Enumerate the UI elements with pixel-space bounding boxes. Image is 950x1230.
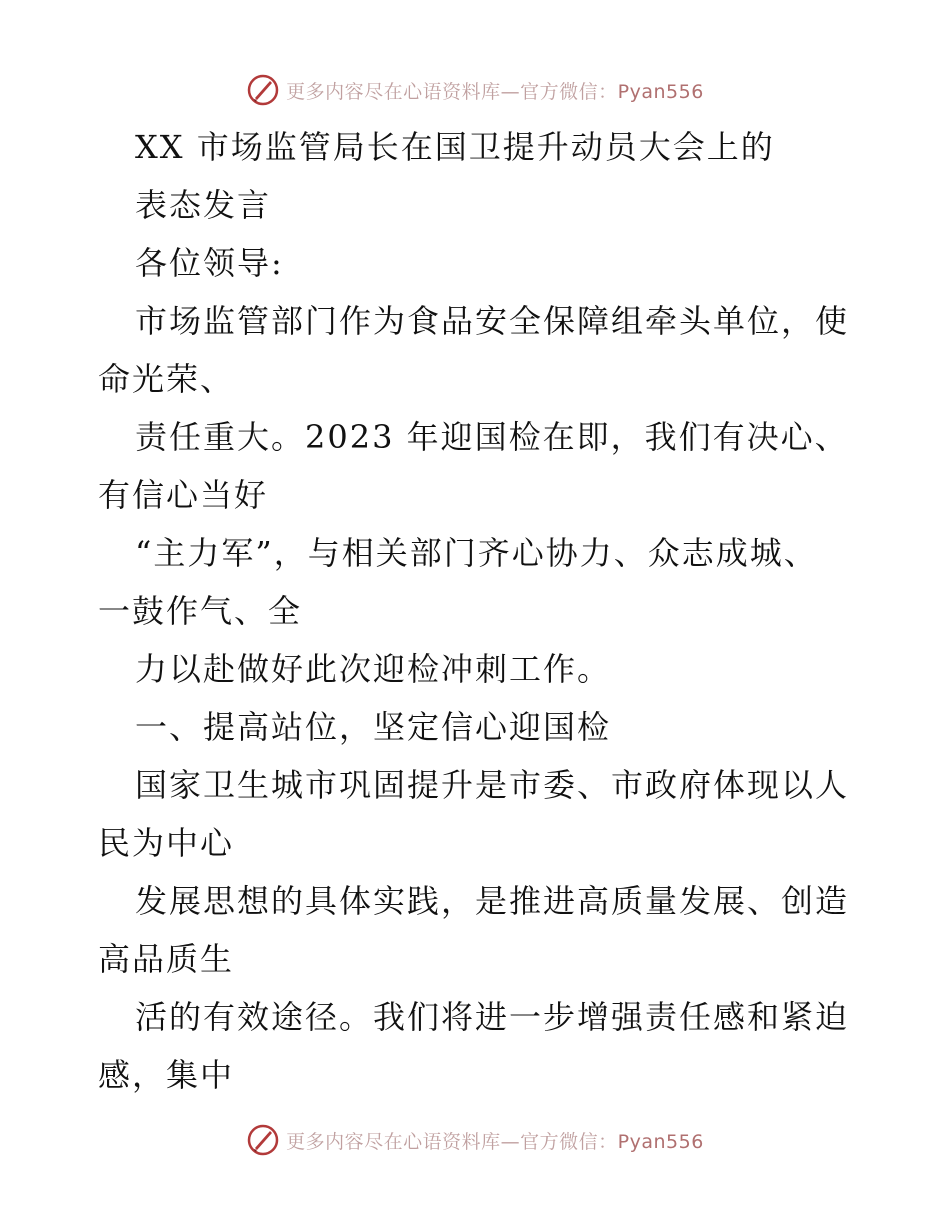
quill-logo-icon	[246, 73, 280, 107]
text-line: 一鼓作气、全	[98, 592, 303, 630]
text-line: “主力军”，与相关部门齐心协力、众志成城、	[135, 534, 818, 572]
text-line: 民为中心	[98, 824, 235, 862]
text-line: 发展思想的具体实践，是推进高质量发展、创造	[135, 882, 850, 920]
text-line: 各位领导:	[135, 244, 284, 282]
text-line: 一、提高站位，坚定信心迎国检	[135, 708, 612, 746]
document-body	[98, 118, 858, 1104]
text-line: 有信心当好	[98, 476, 269, 514]
text-line: XX 市场监管局长在国卫提升动员大会上的	[135, 128, 775, 166]
text-line: 市场监管部门作为食品安全保障组牵头单位，使	[135, 302, 850, 340]
banner-text: 更多内容尽在心语资料库—官方微信：Pyan556	[286, 80, 704, 103]
banner-text: 更多内容尽在心语资料库—官方微信：Pyan556	[286, 1130, 704, 1153]
text-line: 国家卫生城市巩固提升是市委、市政府体现以人	[135, 766, 850, 804]
footer-banner	[0, 1120, 950, 1160]
text-line: 力以赴做好此次迎检冲刺工作。	[135, 650, 612, 688]
text-line: 活的有效途径。我们将进一步增强责任感和紧迫	[135, 998, 850, 1036]
text-line: 命光荣、	[98, 360, 235, 398]
header-banner	[0, 70, 950, 110]
text-line: 责任重大。2023 年迎国检在即，我们有决心、	[135, 418, 849, 456]
text-line: 感，集中	[98, 1056, 235, 1094]
text-line: 表态发言	[135, 186, 272, 224]
text-line: 高品质生	[98, 940, 235, 978]
quill-logo-icon	[246, 1123, 280, 1157]
